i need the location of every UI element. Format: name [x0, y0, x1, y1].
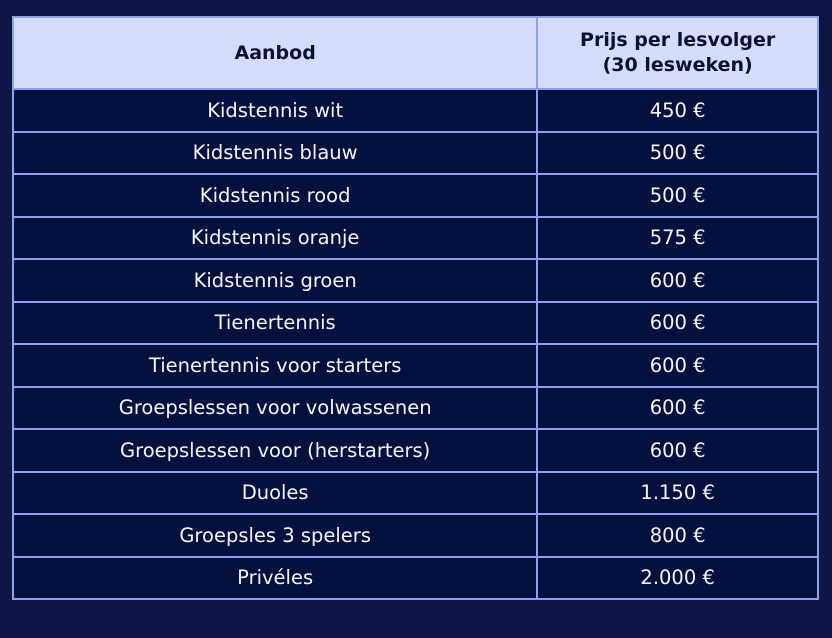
- table-row: [13, 174, 818, 217]
- offer-cell: Duoles: [13, 472, 537, 515]
- table-row: [13, 387, 818, 430]
- price-cell: 1.150 €: [537, 472, 818, 515]
- table-row: [13, 472, 818, 515]
- table-row: [13, 132, 818, 175]
- offer-cell: Kidstennis rood: [13, 174, 537, 217]
- column-header-offer: Aanbod: [13, 17, 537, 89]
- table-row: [13, 302, 818, 345]
- price-cell: 600 €: [537, 302, 818, 345]
- price-cell: 600 €: [537, 344, 818, 387]
- price-cell: 600 €: [537, 259, 818, 302]
- price-cell: 600 €: [537, 387, 818, 430]
- price-cell: 500 €: [537, 174, 818, 217]
- price-header-line-1: Prijs per lesvolger: [580, 29, 776, 51]
- price-table: [12, 16, 819, 600]
- table-row: [13, 89, 818, 132]
- offer-cell: Kidstennis groen: [13, 259, 537, 302]
- offer-cell: Kidstennis wit: [13, 89, 537, 132]
- offer-cell: Tienertennis: [13, 302, 537, 345]
- price-cell: 450 €: [537, 89, 818, 132]
- offer-cell: Groepslessen voor (herstarters): [13, 429, 537, 472]
- table-row: [13, 344, 818, 387]
- table-row: [13, 259, 818, 302]
- offer-cell: Groepslessen voor volwassenen: [13, 387, 537, 430]
- table-row: [13, 514, 818, 557]
- price-cell: 500 €: [537, 132, 818, 175]
- price-cell: 2.000 €: [537, 557, 818, 600]
- table-row: [13, 557, 818, 600]
- header-row: [13, 17, 818, 89]
- table-row: [13, 429, 818, 472]
- price-header-line-2: (30 lesweken): [602, 54, 753, 76]
- offer-cell: Kidstennis oranje: [13, 217, 537, 260]
- price-cell: 800 €: [537, 514, 818, 557]
- offer-cell: Privéles: [13, 557, 537, 600]
- price-cell: 575 €: [537, 217, 818, 260]
- column-header-price: [537, 17, 818, 89]
- offer-cell: Kidstennis blauw: [13, 132, 537, 175]
- table-row: [13, 217, 818, 260]
- price-cell: 600 €: [537, 429, 818, 472]
- offer-cell: Tienertennis voor starters: [13, 344, 537, 387]
- offer-cell: Groepsles 3 spelers: [13, 514, 537, 557]
